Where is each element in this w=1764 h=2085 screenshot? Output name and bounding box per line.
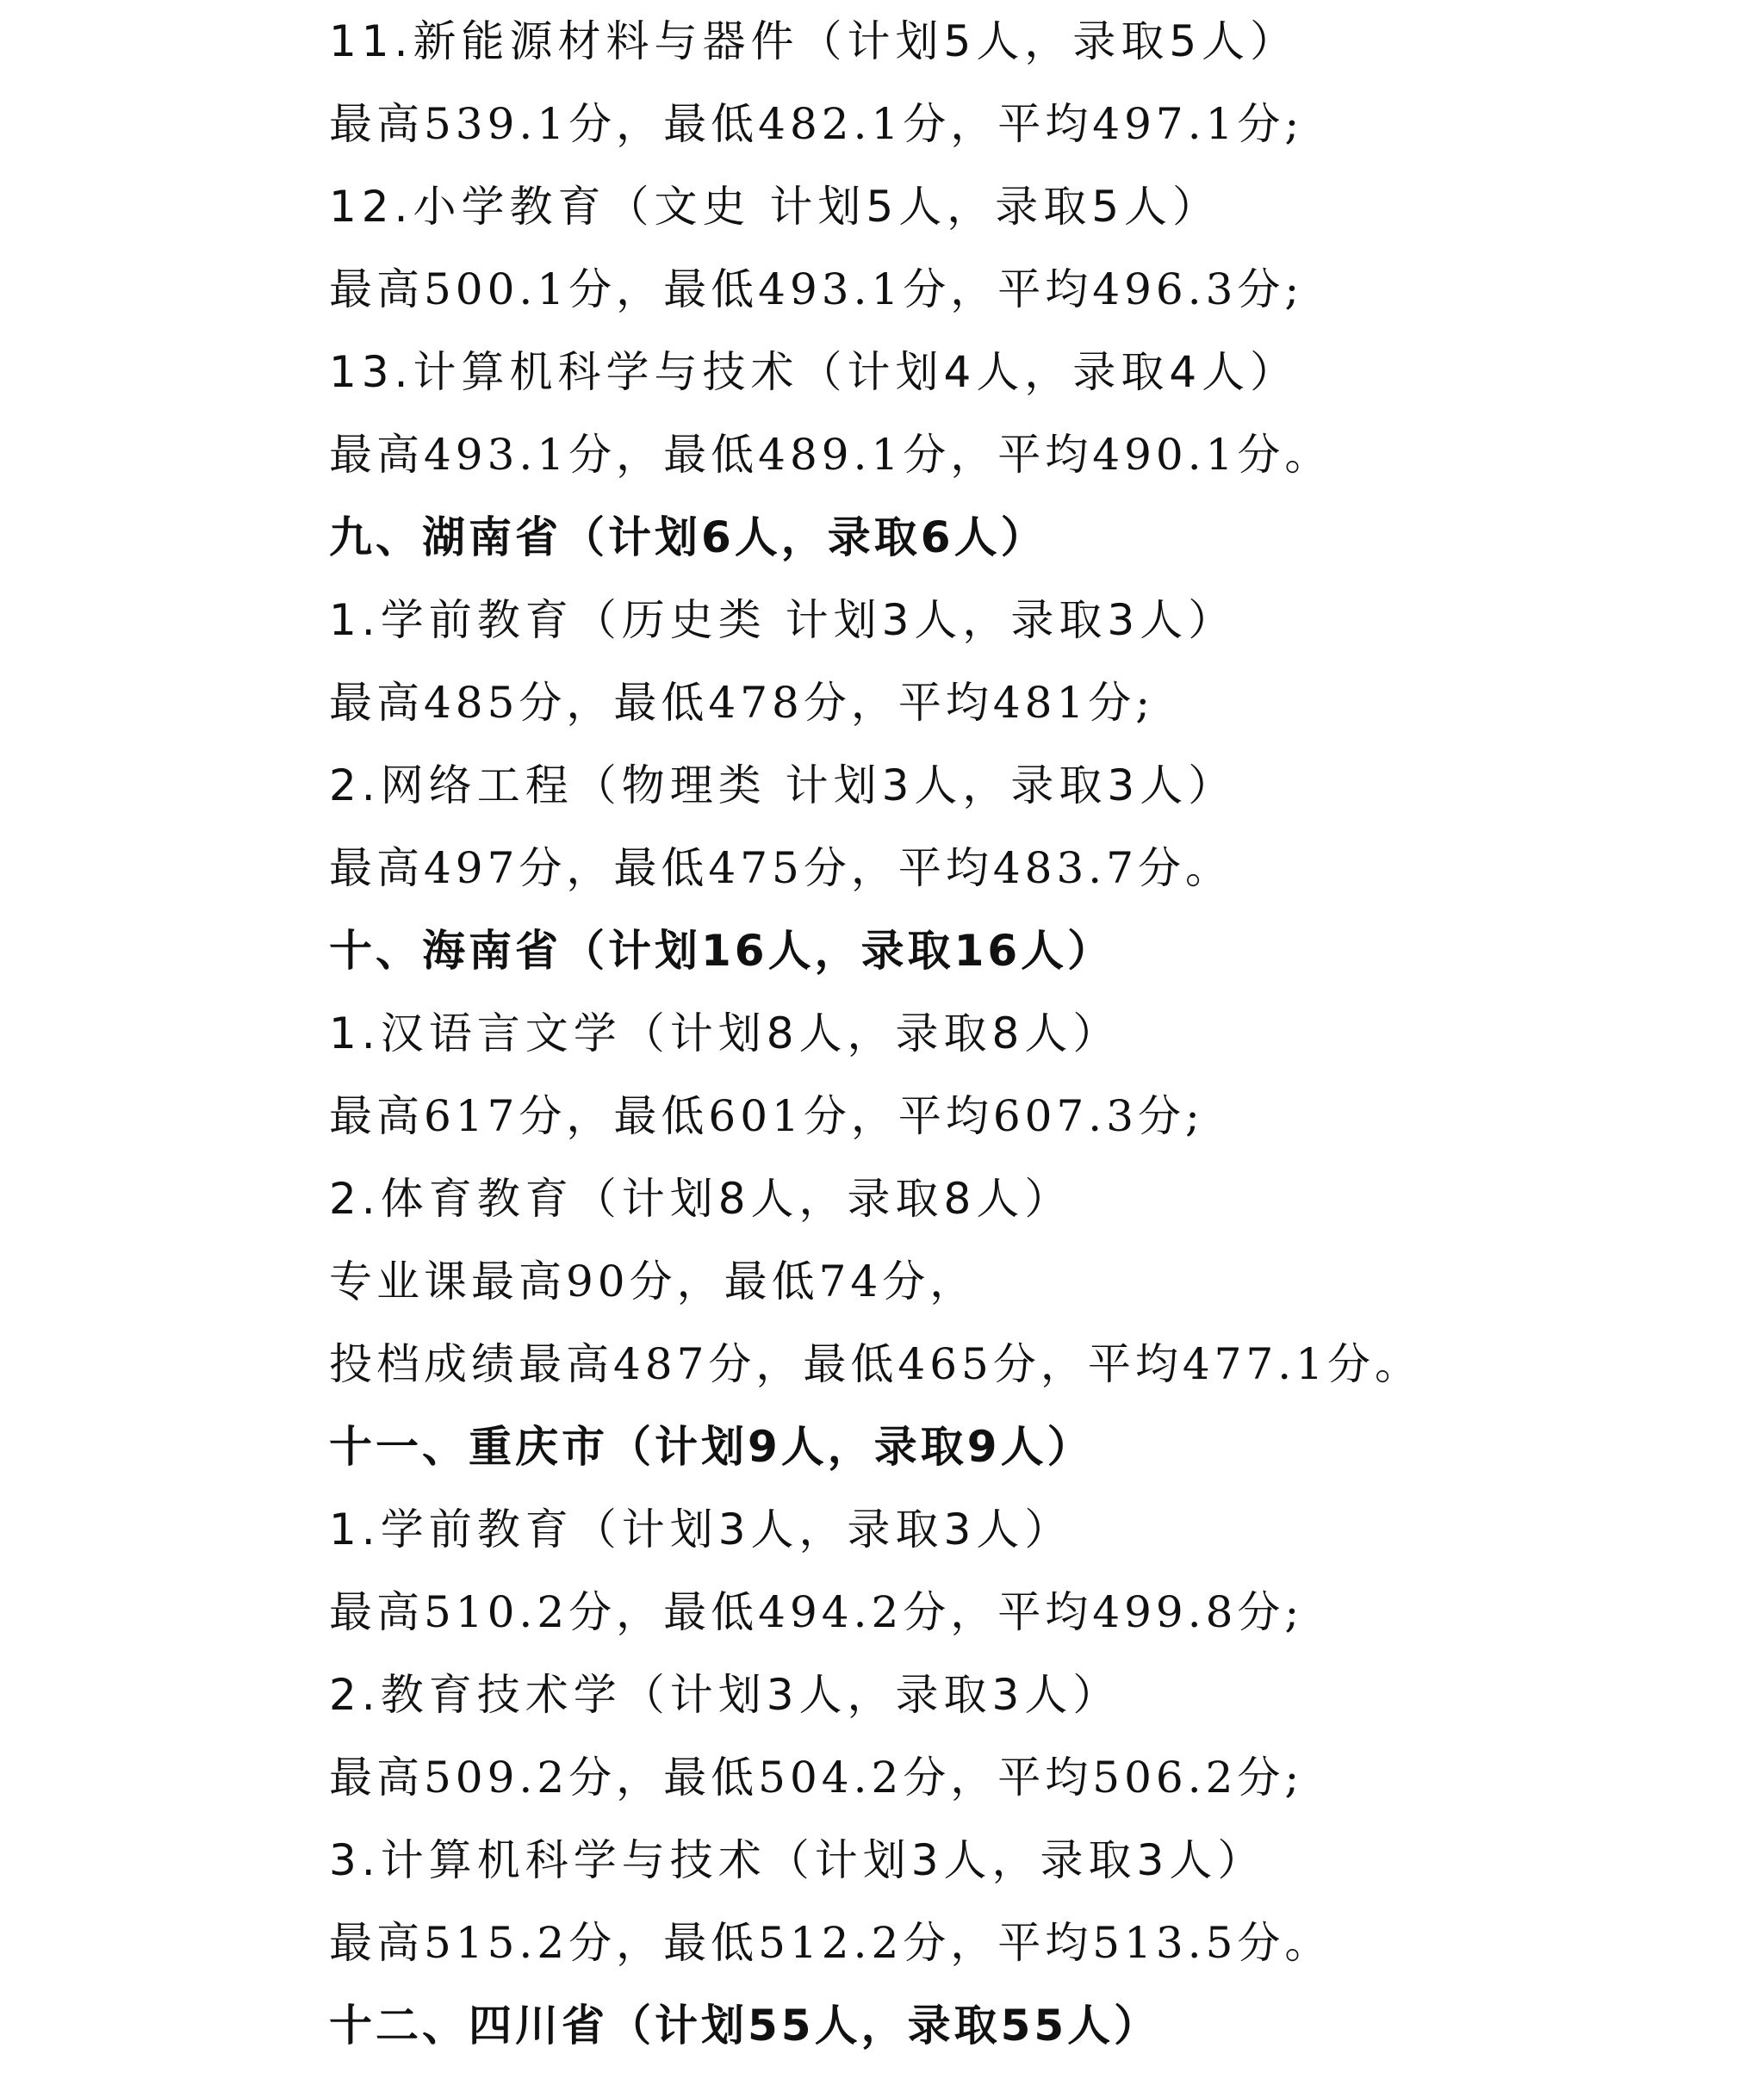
major-line-preschool-education: 1.学前教育（历史类 计划3人，录取3人） xyxy=(329,595,1237,645)
score-line: 最高493.1分，最低489.1分，平均490.1分。 xyxy=(329,430,1332,480)
score-line: 最高617分，最低601分，平均607.3分; xyxy=(329,1091,1204,1141)
score-line-filing: 投档成绩最高487分，最低465分，平均477.1分。 xyxy=(329,1339,1423,1389)
score-line: 最高500.1分，最低493.1分，平均496.3分; xyxy=(329,264,1304,314)
major-line-network-engineering: 2.网络工程（物理类 计划3人，录取3人） xyxy=(329,760,1237,810)
score-line: 最高497分，最低475分，平均483.7分。 xyxy=(329,843,1233,893)
score-line: 最高510.2分，最低494.2分，平均499.8分; xyxy=(329,1587,1304,1637)
major-line-primary-education: 12.小学教育（文史 计划5人，录取5人） xyxy=(329,182,1221,232)
major-line-new-energy-materials: 11.新能源材料与器件（计划5人，录取5人） xyxy=(329,16,1299,66)
province-heading-chongqing: 十一、重庆市（计划9人，录取9人） xyxy=(329,1422,1094,1472)
score-line-specialty: 专业课最高90分，最低74分， xyxy=(329,1257,978,1306)
major-line-computer-science: 13.计算机科学与技术（计划4人，录取4人） xyxy=(329,347,1299,397)
major-line-educational-technology: 2.教育技术学（计划3人，录取3人） xyxy=(329,1670,1121,1720)
score-line: 最高539.1分，最低482.1分，平均497.1分; xyxy=(329,99,1304,149)
score-line: 最高515.2分，最低512.2分，平均513.5分。 xyxy=(329,1918,1332,1968)
province-heading-sichuan: 十二、四川省（计划55人，录取55人） xyxy=(329,2001,1161,2051)
province-heading-hunan: 九、湖南省（计划6人，录取6人） xyxy=(329,512,1047,562)
major-line-computer-science: 3.计算机科学与技术（计划3人，录取3人） xyxy=(329,1835,1266,1885)
major-line-physical-education: 2.体育教育（计划8人，录取8人） xyxy=(329,1174,1073,1224)
province-heading-hainan: 十、海南省（计划16人，录取16人） xyxy=(329,926,1115,976)
score-line: 最高485分，最低478分，平均481分; xyxy=(329,678,1155,728)
major-line-preschool-education: 1.学前教育（计划3人，录取3人） xyxy=(329,1505,1073,1554)
major-line-chinese-literature: 1.汉语言文学（计划8人，录取8人） xyxy=(329,1008,1121,1058)
score-line: 最高509.2分，最低504.2分，平均506.2分; xyxy=(329,1753,1304,1803)
